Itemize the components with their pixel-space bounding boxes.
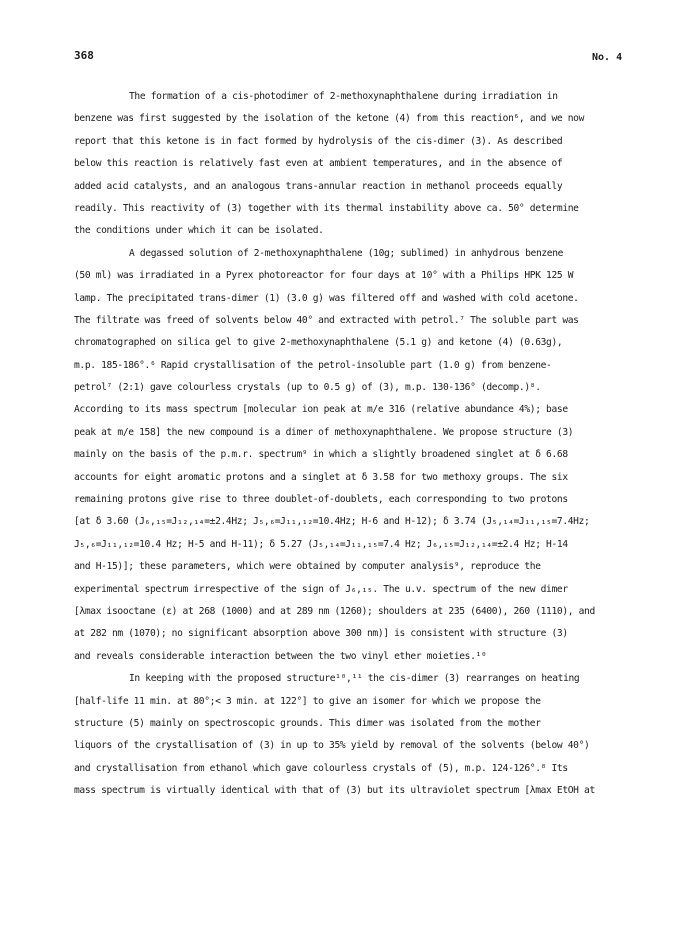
text-line: The filtrate was freed of solvents below 40° and extracted with petrol.⁷ The soluble part was bbox=[74, 314, 579, 326]
text-line: (50 ml) was irradiated in a Pyrex photoreactor for four days at 10° with a Philips HPK 125 W bbox=[74, 270, 574, 282]
page-number: 368 bbox=[74, 49, 94, 62]
text-line: added acid catalysts, and an analogous trans-annular reaction in methanol proceeds equally bbox=[74, 180, 563, 192]
text-line: peak at m/e 158] the new compound is a dimer of methoxynaphthalene. We propose structure (3) bbox=[74, 426, 574, 438]
text-line: the conditions under which it can be isolated. bbox=[74, 225, 324, 237]
text-line: According to its mass spectrum [molecular ion peak at m/e 316 (relative abundance 4%); base bbox=[74, 404, 568, 416]
text-line: mass spectrum is virtually identical with that of (3) but its ultraviolet spectrum [λmax EtOH at bbox=[74, 785, 595, 797]
text-line: readily. This reactivity of (3) together with its thermal instability above ca. 50° determine bbox=[74, 202, 579, 214]
text-line: J₅,₆=J₁₁,₁₂=10.4 Hz; H-5 and H-11); δ 5.27 (J₅,₁₄=J₁₁,₁₅=7.4 Hz; J₆,₁₅=J₁₂,₁₄=±2.4 Hz; H-14 bbox=[74, 538, 568, 550]
text-line: liquors of the crystallisation of (3) in up to 35% yield by removal of the solvents (below 40°) bbox=[74, 740, 590, 752]
text-line: petrol⁷ (2:1) gave colourless crystals (up to 0.5 g) of (3), m.p. 130-136° (decomp.)⁸. bbox=[74, 382, 541, 394]
text-line: benzene was first suggested by the isolation of the ketone (4) from this reaction⁶, and we now bbox=[74, 113, 585, 125]
text-line: at 282 nm (1070); no significant absorption above 300 nm)] is consistent with structure (3) bbox=[74, 628, 568, 640]
body-text bbox=[74, 86, 594, 803]
issue-number: No. 4 bbox=[592, 52, 623, 63]
text-line: mainly on the basis of the p.m.r. spectrum⁹ in which a slightly broadened singlet at δ 6.68 bbox=[74, 449, 568, 461]
text-line: accounts for eight aromatic protons and a singlet at δ 3.58 for two methoxy groups. The six bbox=[74, 471, 568, 483]
text-line: report that this ketone is in fact formed by hydrolysis of the cis-dimer (3). As described bbox=[74, 135, 563, 147]
text-line: experimental spectrum irrespective of the sign of J₆,₁₅. The u.v. spectrum of the new dimer bbox=[74, 583, 568, 595]
text-line: structure (5) mainly on spectroscopic grounds. This dimer was isolated from the mother bbox=[74, 717, 541, 729]
text-line: A degassed solution of 2-methoxynaphthalene (10g; sublimed) in anhydrous benzene bbox=[129, 247, 564, 259]
text-line: below this reaction is relatively fast even at ambient temperatures, and in the absence of bbox=[74, 158, 563, 170]
text-line: The formation of a cis-photodimer of 2-methoxynaphthalene during irradiation in bbox=[129, 91, 558, 102]
text-line: [at δ 3.60 (J₆,₁₅=J₁₂,₁₄=±2.4Hz; J₅,₆=J₁₁,₁₂=10.4Hz; H-6 and H-12); δ 3.74 (J₅,₁₄=J₁₁,₁₅=7.4Hz; bbox=[74, 516, 590, 528]
text-line: remaining protons give rise to three doublet-of-doublets, each corresponding to two protons bbox=[74, 494, 568, 506]
text-line: chromatographed on silica gel to give 2-methoxynaphthalene (5.1 g) and ketone (4) (0.63g), bbox=[74, 337, 563, 349]
text-line: lamp. The precipitated trans-dimer (1) (3.0 g) was filtered off and washed with cold acetone. bbox=[74, 292, 579, 304]
text-line: [half-life 11 min. at 80°;< 3 min. at 122°] to give an isomer for which we propose the bbox=[74, 695, 541, 707]
text-line: and H-15)]; these parameters, which were obtained by computer analysis⁹, reproduce the bbox=[74, 561, 541, 573]
text-line: [λmax isooctane (ε) at 268 (1000) and at 289 nm (1260); shoulders at 235 (6400), 260 (1110), and bbox=[74, 605, 595, 617]
text-line: and crystallisation from ethanol which gave colourless crystals of (5), m.p. 124-126°.⁸ Its bbox=[74, 762, 568, 774]
text-line: m.p. 185-186°.⁶ Rapid crystallisation of the petrol-insoluble part (1.0 g) from benzene- bbox=[74, 359, 552, 371]
text-line: and reveals considerable interaction between the two vinyl ether moieties.¹⁰ bbox=[74, 650, 487, 662]
text-line: In keeping with the proposed structure¹⁰,¹¹ the cis-dimer (3) rearranges on heating bbox=[129, 673, 580, 685]
